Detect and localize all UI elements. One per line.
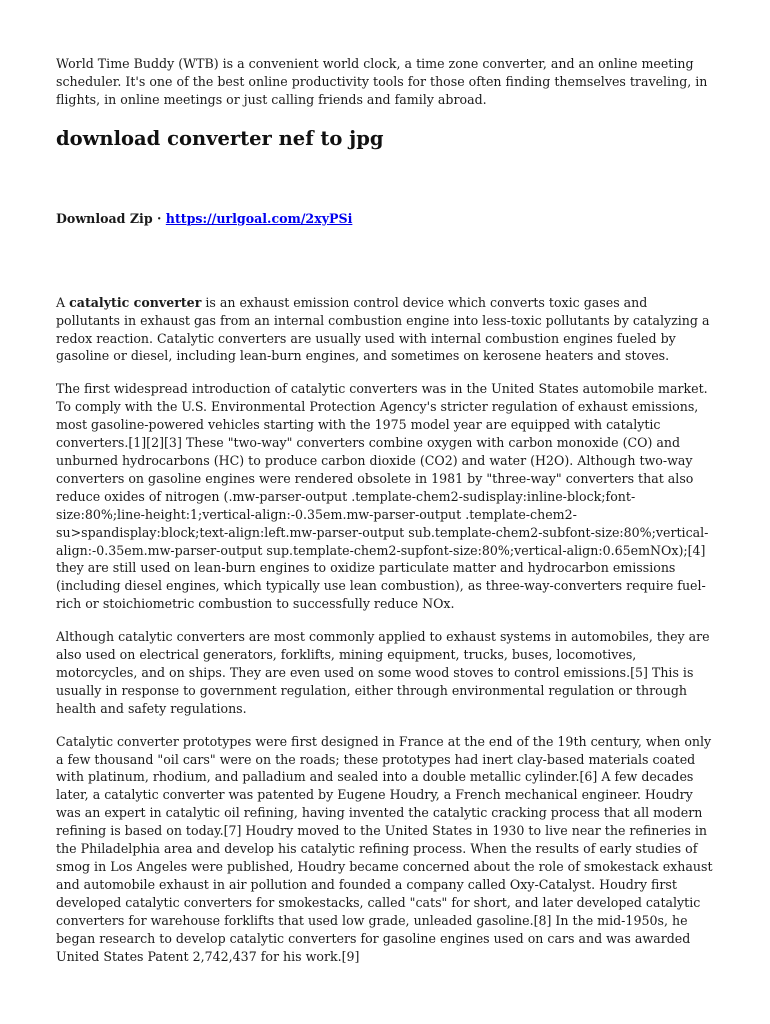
paragraph-2: The first widespread introduction of catalytic converters was in the United States automobile market. To comply with the U.S. Environmental Protection Agency's stricter regulation of exhaust emissions, most gasoline-powered vehicles starting with the 1975 model year are equipped with catalytic converters.[1][2][3] These "two-way" converters combine oxygen with carbon monoxide (CO) and unburned hydrocarbons (HC) to produce carbon dioxide (CO2) and water (H2O). Although two-way converters on gasoline engines were rendered obsolete in 1981 by "three-way" converters that also reduce oxides of nitrogen (.mw-parser-output .template-chem2-sudisplay:inline-block;font-size:80%;line-height:1;vertical-align:-0.35em.mw-parser-output .template-chem2-su>spandisplay:block;text-align:left.mw-parser-output sub.template-chem2-subfont-size:80%;vertical-align:-0.35em.mw-parser-output sup.template-chem2-supfont-size:80%;vertical-align:0.65emNOx);[4] they are still used on lean-burn engines to oxidize particulate matter and hydrocarbon emissions (including diesel engines, which typically use lean combustion), as three-way-converters require fuel-rich or stoichiometric combustion to successfully reduce NOx.	[56, 381, 709, 612]
article-body	[56, 294, 714, 966]
download-label: Download Zip ·	[56, 210, 162, 226]
paragraph-1	[56, 294, 714, 366]
page-title: download converter nef to jpg	[56, 126, 384, 150]
paragraph-3: Although catalytic converters are most commonly applied to exhaust systems in automobiles, they are also used on electrical generators, forklifts, mining equipment, trucks, buses, locomotives, motorcycles, and on ships. They are even used on some wood stoves to control emissions.[5] This is usually in response to government regulation, either through environmental regulation or through health and safety regulations.	[56, 629, 710, 716]
intro-paragraph: World Time Buddy (WTB) is a convenient world clock, a time zone converter, and an online meeting scheduler. It's one of the best online productivity tools for those often finding themselves traveling, in flights, in online meetings or just calling friends and family abroad.	[56, 56, 708, 107]
paragraph-1-prefix: A	[56, 294, 70, 310]
paragraph-1-rest: is an exhaust emission control device which converts toxic gases and pollutants in exhaust gas from an internal combustion engine into less-toxic pollutants by catalyzing a redox reaction. Catalytic converters are usually used with internal combustion engines fueled by gasoline or diesel, including lean-burn engines, and sometimes on kerosene heaters and stoves.	[56, 294, 710, 364]
download-line	[56, 210, 714, 228]
catalytic-converter-term: catalytic converter	[69, 294, 202, 310]
download-link[interactable]: https://urlgoal.com/2xyPSi	[165, 210, 353, 226]
paragraph-4: Catalytic converter prototypes were first designed in France at the end of the 19th century, when only a few thousand "oil cars" were on the roads; these prototypes had inert clay-based materials coated with platinum, rhodium, and palladium and sealed into a double metallic cylinder.[6] A few decades later, a catalytic converter was patented by Eugene Houdry, a French mechanical engineer. Houdry was an expert in catalytic oil refining, having invented the catalytic cracking process that all modern refining is based on today.[7] Houdry moved to the United States in 1930 to live near the refineries in the Philadelphia area and develop his catalytic refining process. When the results of early studies of smog in Los Angeles were published, Houdry became concerned about the role of smokestack exhaust and automobile exhaust in air pollution and founded a company called Oxy-Catalyst. Houdry first developed catalytic converters for smokestacks, called "cats" for short, and later developed catalytic converters for warehouse forklifts that used low grade, unleaded gasoline.[8] In the mid-1950s, he began research to develop catalytic converters for gasoline engines used on cars and was awarded United States Patent 2,742,437 for his work.[9]	[56, 733, 713, 964]
